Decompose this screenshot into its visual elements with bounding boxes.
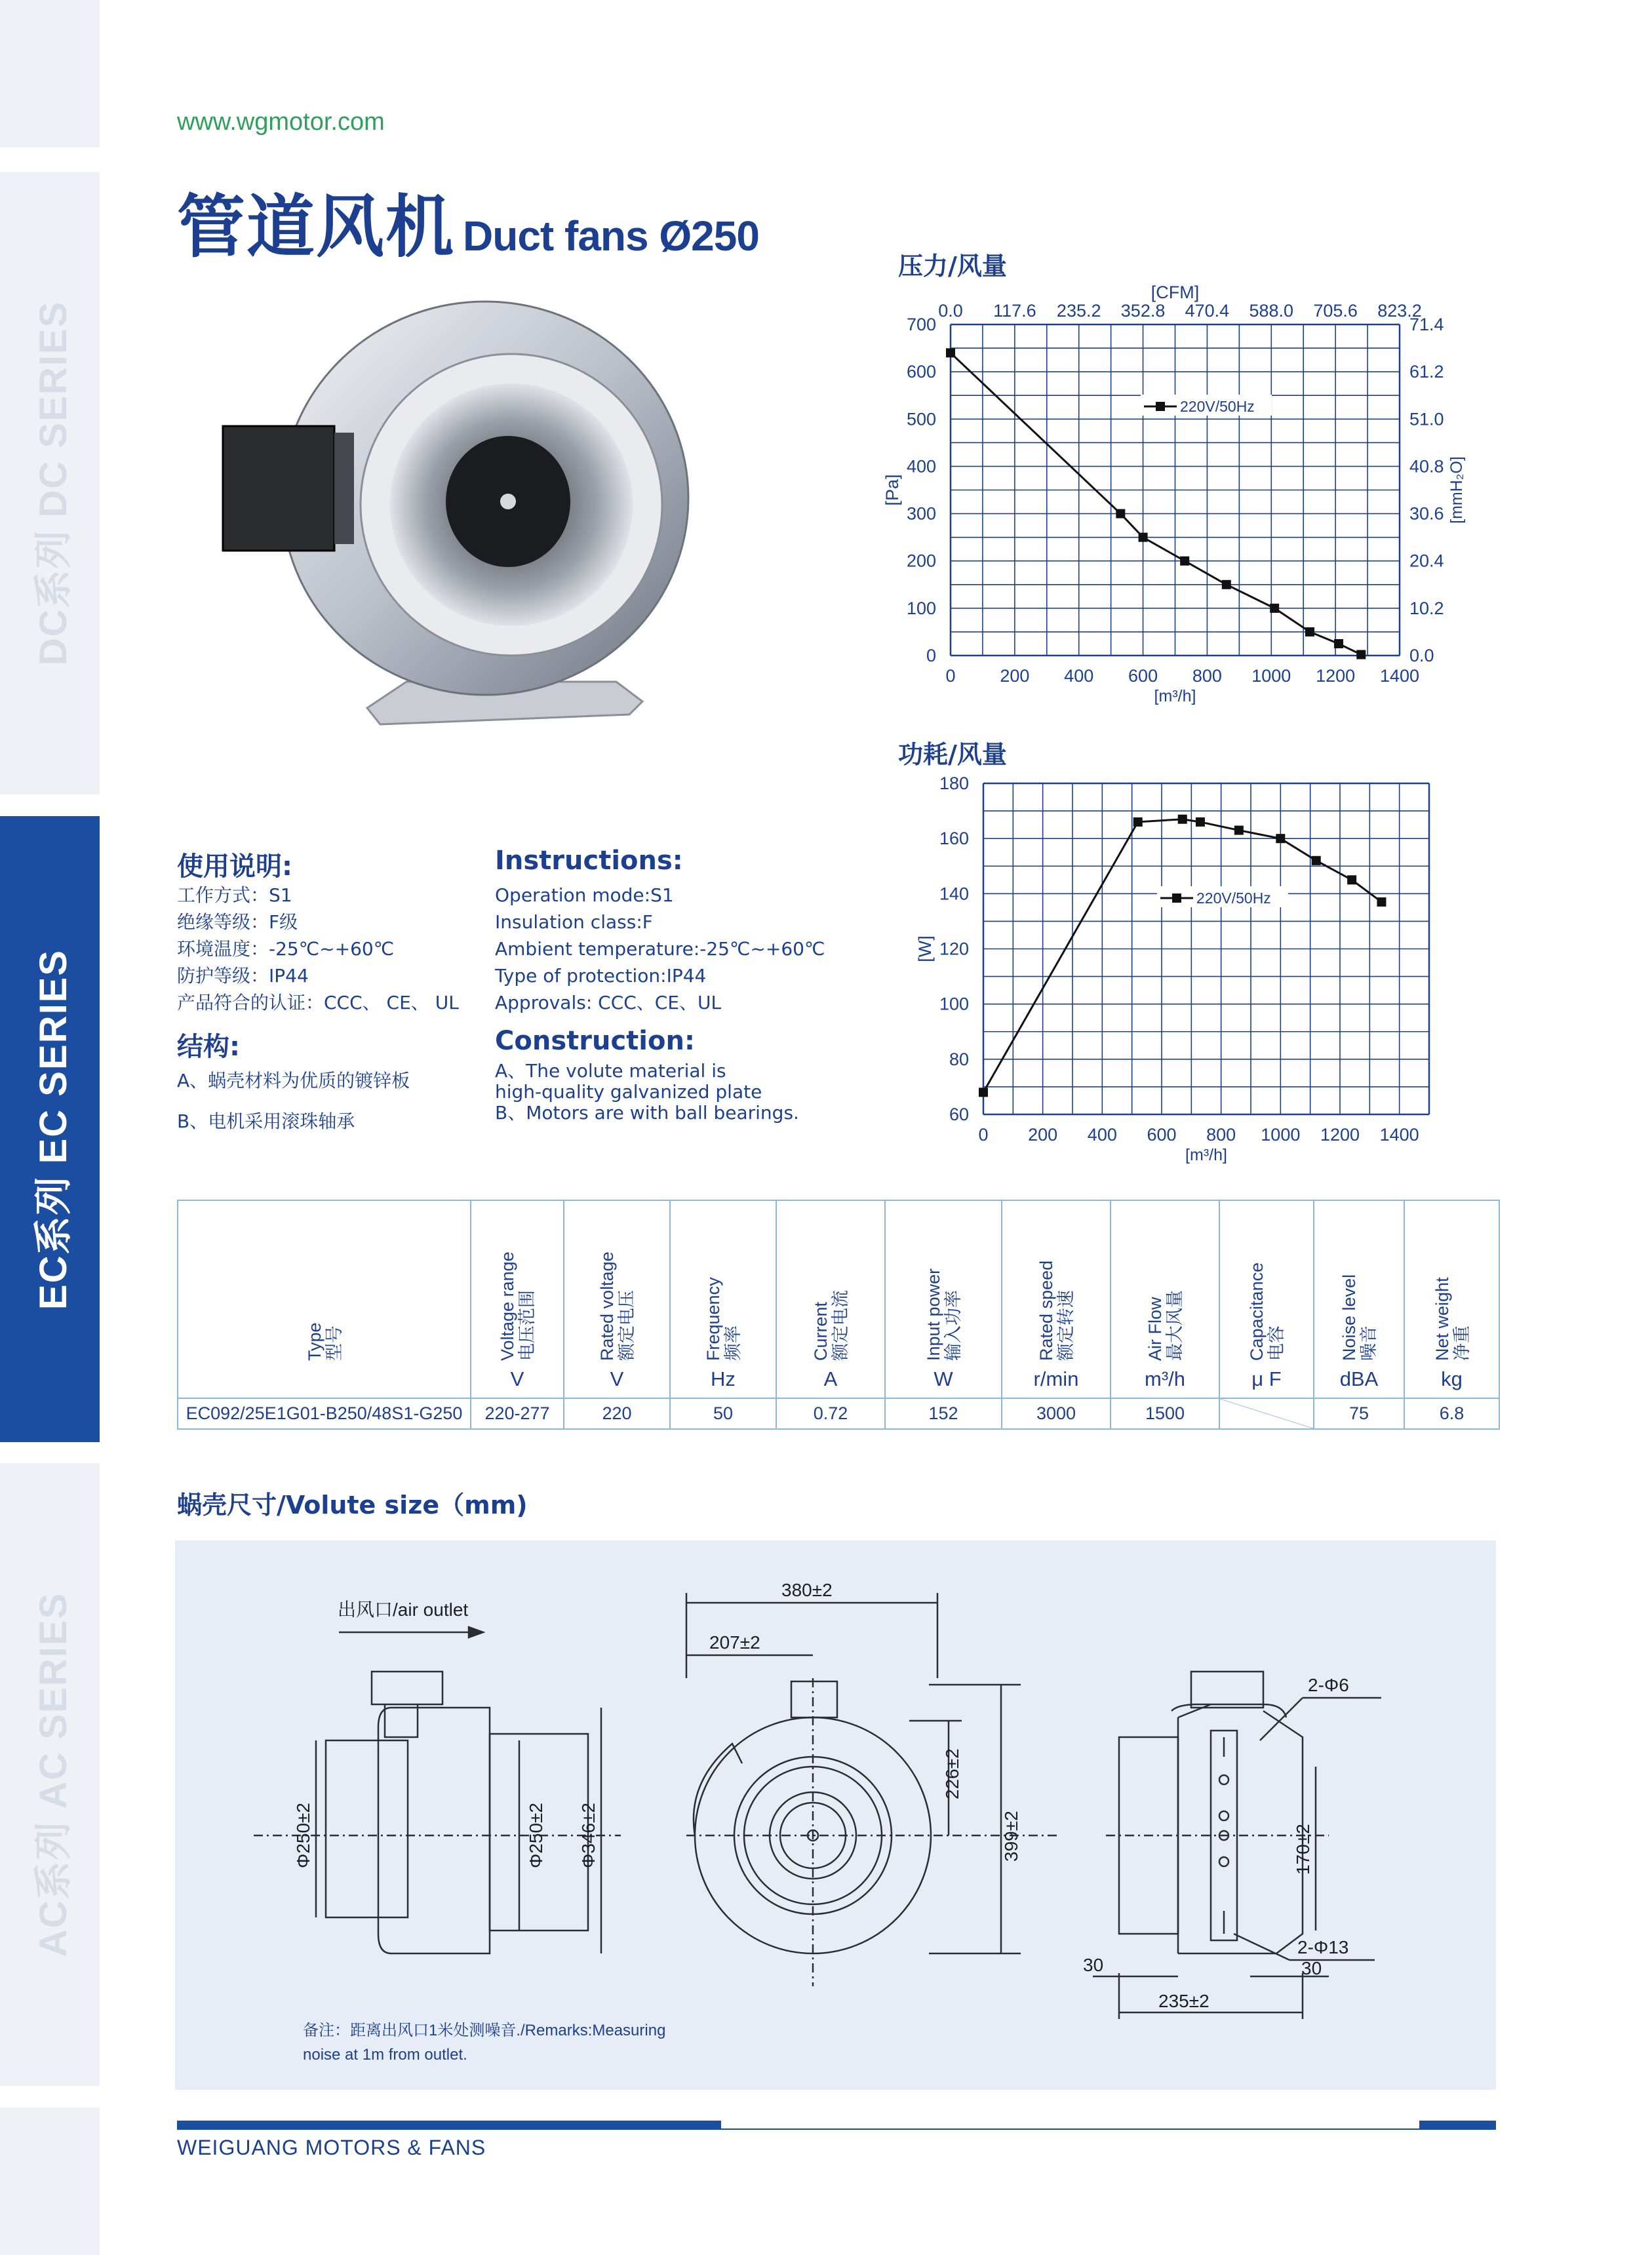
right-tick-label: 51.0 xyxy=(1409,409,1444,429)
header-en: Input power xyxy=(924,1268,943,1361)
table-row xyxy=(178,1398,1499,1429)
table-cell: 6.8 xyxy=(1404,1398,1499,1429)
instruction-item: 防护等级：IP44 xyxy=(177,965,309,987)
instruction-item: Operation mode:S1 xyxy=(495,884,674,906)
x-tick-label: 0 xyxy=(978,1125,989,1145)
dim-d1: Φ250±2 xyxy=(293,1803,313,1868)
spec-header-cell xyxy=(1111,1200,1219,1398)
pressure-flow-chart xyxy=(852,262,1495,734)
legend-label: 220V/50Hz xyxy=(1196,890,1271,907)
dim-h226: 226±2 xyxy=(942,1748,962,1799)
y-tick-label: 160 xyxy=(939,829,969,849)
spec-header-label xyxy=(1111,1230,1219,1361)
legend-marker xyxy=(1172,893,1181,903)
side-tab-dc[interactable] xyxy=(0,172,100,794)
instructions-list-en xyxy=(495,882,825,1016)
side-tab-ac-label: AC系列 AC SERIES xyxy=(32,1592,75,1957)
spec-header-row xyxy=(178,1200,1499,1398)
x-tick-label: 400 xyxy=(1064,666,1094,686)
x-tick-label: 600 xyxy=(1128,666,1158,686)
header-en: Type xyxy=(304,1322,324,1361)
header-en: Air Flow xyxy=(1145,1297,1165,1361)
instruction-item: 工作方式：S1 xyxy=(177,884,292,906)
remark-line1: 备注：距离出风口1米处测噪音./Remarks:Measuring xyxy=(303,2022,666,2039)
table-cell: 1500 xyxy=(1111,1398,1219,1429)
data-point xyxy=(1305,627,1314,637)
top-tick-label: 823.2 xyxy=(1377,301,1422,321)
instruction-item: 产品符合的认证：CCC、 CE、 UL xyxy=(177,992,459,1013)
power-flow-chart xyxy=(852,767,1495,1173)
header-cn: 额定转速 xyxy=(1056,1290,1076,1361)
footer-bar-left xyxy=(177,2121,721,2128)
x-tick-label: 400 xyxy=(1087,1125,1117,1145)
table-cell: 75 xyxy=(1314,1398,1404,1429)
header-cn: 电容 xyxy=(1267,1325,1286,1361)
title-cn: 管道风机 xyxy=(177,187,456,267)
y-tick-label: 200 xyxy=(906,551,936,571)
spec-header-label xyxy=(471,1230,563,1361)
y-tick-label: 400 xyxy=(906,456,936,477)
legend-marker xyxy=(1156,402,1165,411)
spec-header-cell xyxy=(776,1200,885,1398)
x-axis-label: [m³/h] xyxy=(1185,1146,1227,1164)
x-tick-label: 1400 xyxy=(1379,666,1420,686)
right-tick-label: 10.2 xyxy=(1409,598,1444,618)
side-tab-ac[interactable] xyxy=(0,1463,100,2086)
x-tick-label: 200 xyxy=(1000,666,1030,686)
y-tick-label: 600 xyxy=(906,362,936,382)
data-point xyxy=(1116,509,1125,519)
header-unit: kg xyxy=(1441,1367,1463,1390)
instruction-item: 绝缘等级：F级 xyxy=(177,911,298,933)
volute-drawing xyxy=(175,1540,1496,2090)
x-tick-label: 1000 xyxy=(1261,1125,1301,1145)
header-en: Noise level xyxy=(1339,1274,1359,1361)
dim-w30a: 30 xyxy=(1083,1955,1104,1975)
x-tick-label: 200 xyxy=(1028,1125,1058,1145)
spec-header-label xyxy=(1220,1230,1313,1361)
construction-item: high-quality galvanized plate xyxy=(495,1081,762,1103)
data-point xyxy=(979,1088,988,1097)
top-tick-label: 470.4 xyxy=(1185,301,1230,321)
data-point xyxy=(1334,639,1343,648)
spec-header-cell xyxy=(471,1200,564,1398)
data-point xyxy=(1222,580,1231,589)
construction-heading-en: Construction: xyxy=(495,1026,695,1056)
x-tick-label: 0 xyxy=(945,666,956,686)
top-tick-label: 235.2 xyxy=(1056,301,1101,321)
data-point xyxy=(1356,650,1366,659)
y-tick-label: 140 xyxy=(939,884,969,904)
table-cell: 3000 xyxy=(1002,1398,1111,1429)
table-cell: 152 xyxy=(885,1398,1002,1429)
dim-h170: 170±2 xyxy=(1293,1824,1313,1875)
data-point xyxy=(1347,875,1356,884)
instructions-heading-en: Instructions: xyxy=(495,846,683,876)
header-cn: 额定电流 xyxy=(831,1290,850,1361)
header-cn: 额定电压 xyxy=(617,1290,637,1361)
instruction-item: 环境温度：-25℃~+60℃ xyxy=(177,938,395,960)
right-tick-label: 30.6 xyxy=(1409,503,1444,524)
header-unit: m³/h xyxy=(1145,1367,1185,1390)
instruction-item: Approvals: CCC、CE、UL xyxy=(495,992,722,1013)
spec-header-label xyxy=(777,1230,884,1361)
right-tick-label: 61.2 xyxy=(1409,362,1444,382)
spec-table xyxy=(177,1200,1500,1430)
footer-company: WEIGUANG MOTORS & FANS xyxy=(177,2136,486,2159)
header-en: Capacitance xyxy=(1247,1262,1267,1361)
header-unit: V xyxy=(610,1367,624,1390)
dim-holes13: 2-Φ13 xyxy=(1297,1937,1349,1957)
header-cn: 最大风量 xyxy=(1165,1290,1185,1361)
footer-divider xyxy=(177,2128,1496,2130)
spec-header-label xyxy=(1314,1230,1404,1361)
data-point xyxy=(946,348,955,357)
y-tick-label: 500 xyxy=(906,409,936,429)
spec-header-label xyxy=(671,1230,776,1361)
y-tick-label: 80 xyxy=(949,1049,969,1069)
spec-header-cell xyxy=(564,1200,670,1398)
x-tick-label: 800 xyxy=(1206,1125,1236,1145)
table-cell: 50 xyxy=(670,1398,776,1429)
volute-drawing-panel xyxy=(175,1540,1496,2090)
instruction-item: Insulation class:F xyxy=(495,911,653,933)
spec-header-label xyxy=(1002,1230,1110,1361)
right-axis-label: [mmH₂O] xyxy=(1447,456,1466,524)
y-tick-label: 120 xyxy=(939,939,969,959)
y-tick-label: 100 xyxy=(906,598,936,618)
y-tick-label: 180 xyxy=(939,774,969,793)
header-unit: V xyxy=(510,1367,524,1390)
top-tick-label: 352.8 xyxy=(1120,301,1166,321)
data-point xyxy=(1133,817,1143,827)
construction-item: B、Motors are with ball bearings. xyxy=(495,1102,799,1124)
data-point xyxy=(1180,557,1189,566)
spec-header-label xyxy=(1405,1230,1499,1361)
dim-holes6: 2-Φ6 xyxy=(1308,1675,1349,1695)
header-en: Current xyxy=(811,1301,831,1361)
spec-header-label xyxy=(886,1230,1001,1361)
instructions-heading-cn: 使用说明: xyxy=(177,852,292,882)
header-unit: r/min xyxy=(1033,1367,1079,1390)
header-en: Rated speed xyxy=(1036,1260,1056,1361)
top-tick-label: 117.6 xyxy=(993,301,1036,321)
instruction-item: Ambient temperature:-25℃~+60℃ xyxy=(495,938,825,960)
dim-w207: 207±2 xyxy=(709,1632,760,1653)
product-photo xyxy=(210,288,715,747)
construction-item: A、蜗壳材料为优质的镀锌板 xyxy=(177,1070,410,1091)
construction-heading-cn: 结构: xyxy=(177,1032,240,1062)
side-tab-ec-label: EC系列 EC SERIES xyxy=(32,949,75,1310)
air-outlet-label: 出风口/air outlet xyxy=(338,1599,469,1620)
construction-list-en xyxy=(495,1061,799,1124)
x-tick-label: 1000 xyxy=(1251,666,1291,686)
data-point xyxy=(1196,817,1205,827)
website-link[interactable]: www.wgmotor.com xyxy=(177,108,385,136)
dim-d3: Φ346±2 xyxy=(578,1803,599,1868)
spec-header-label xyxy=(178,1230,470,1361)
x-tick-label: 1200 xyxy=(1320,1125,1360,1145)
x-axis-label: [m³/h] xyxy=(1154,687,1196,705)
header-unit: dBA xyxy=(1339,1367,1379,1390)
power-chart-title: 功耗/风量 xyxy=(898,740,1007,769)
data-point xyxy=(1276,834,1285,843)
right-tick-label: 0.0 xyxy=(1409,646,1434,665)
side-tab-bottom xyxy=(0,2108,100,2255)
header-en: Frequency xyxy=(703,1277,723,1361)
construction-item: A、The volute material is xyxy=(495,1060,726,1082)
x-tick-label: 1400 xyxy=(1379,1125,1419,1145)
spec-header-cell xyxy=(178,1200,471,1398)
spec-header-cell xyxy=(1314,1200,1404,1398)
top-tick-label: 0.0 xyxy=(938,301,963,321)
x-tick-label: 800 xyxy=(1192,666,1222,686)
header-cn: 噪音 xyxy=(1359,1325,1379,1361)
data-point xyxy=(1139,533,1148,542)
header-cn: 型号 xyxy=(324,1325,344,1361)
header-unit: A xyxy=(823,1367,838,1390)
header-cn: 输入功率 xyxy=(943,1290,963,1361)
dim-w235: 235±2 xyxy=(1158,1991,1210,2011)
top-axis-label: [CFM] xyxy=(1150,283,1200,302)
dim-w30b: 30 xyxy=(1301,1958,1322,1978)
header-unit: μ F xyxy=(1251,1367,1282,1390)
footer-bar-right xyxy=(1419,2121,1496,2128)
y-tick-label: 700 xyxy=(906,315,936,334)
spec-header-cell xyxy=(1219,1200,1314,1398)
title-en: Duct fans Ø250 xyxy=(463,212,759,260)
top-tick-label: 705.6 xyxy=(1313,301,1358,321)
spec-header-cell xyxy=(885,1200,1002,1398)
y-tick-label: 0 xyxy=(926,646,936,665)
x-tick-label: 1200 xyxy=(1316,666,1356,686)
construction-list-cn xyxy=(177,1061,410,1142)
construction-item: B、电机采用滚珠轴承 xyxy=(177,1110,355,1132)
side-tab-ec[interactable] xyxy=(0,816,100,1442)
dim-h399: 399±2 xyxy=(1001,1811,1021,1862)
pressure-chart-title: 压力/风量 xyxy=(898,252,1007,281)
dim-d2: Φ250±2 xyxy=(526,1803,546,1868)
spec-header-cell xyxy=(1002,1200,1111,1398)
side-tab-top xyxy=(0,0,100,147)
header-en: Rated voltage xyxy=(597,1251,617,1361)
y-tick-label: 100 xyxy=(939,994,969,1014)
remark-line2: noise at 1m from outlet. xyxy=(303,2046,467,2064)
data-point xyxy=(1377,897,1386,907)
header-en: Net weight xyxy=(1432,1277,1452,1361)
spec-header-cell xyxy=(1404,1200,1499,1398)
table-cell: EC092/25E1G01-B250/48S1-G250 xyxy=(178,1398,471,1429)
header-unit: W xyxy=(934,1367,953,1390)
table-cell xyxy=(1219,1398,1314,1429)
x-tick-label: 600 xyxy=(1147,1125,1177,1145)
header-unit: Hz xyxy=(711,1367,736,1390)
dim-w380: 380±2 xyxy=(781,1580,833,1600)
table-cell: 220 xyxy=(564,1398,670,1429)
y-tick-label: 300 xyxy=(906,503,936,524)
spec-header-label xyxy=(564,1230,669,1361)
right-tick-label: 40.8 xyxy=(1409,456,1444,477)
data-point xyxy=(1178,815,1187,824)
instructions-list-cn xyxy=(177,882,459,1016)
side-tab-dc-label: DC系列 DC SERIES xyxy=(32,300,75,666)
page-title xyxy=(177,172,759,270)
y-axis-label: [W] xyxy=(915,935,935,962)
data-point xyxy=(1234,826,1244,835)
right-tick-label: 71.4 xyxy=(1409,315,1444,334)
header-en: Voltage range xyxy=(498,1251,517,1361)
spec-header-cell xyxy=(670,1200,776,1398)
header-cn: 电压范围 xyxy=(517,1290,537,1361)
header-unit xyxy=(178,1361,470,1398)
right-tick-label: 20.4 xyxy=(1409,551,1444,571)
volute-title: 蜗壳尺寸/Volute size（mm) xyxy=(177,1491,528,1520)
header-cn: 频率 xyxy=(723,1325,743,1361)
data-point xyxy=(1270,604,1279,613)
table-cell: 220-277 xyxy=(471,1398,564,1429)
table-cell: 0.72 xyxy=(776,1398,885,1429)
data-point xyxy=(1312,856,1321,865)
instruction-item: Type of protection:IP44 xyxy=(495,965,707,987)
y-tick-label: 60 xyxy=(949,1105,969,1124)
legend-label: 220V/50Hz xyxy=(1180,398,1255,415)
header-cn: 净重 xyxy=(1451,1325,1472,1361)
top-tick-label: 588.0 xyxy=(1249,301,1294,321)
y-axis-label: [Pa] xyxy=(882,474,902,506)
